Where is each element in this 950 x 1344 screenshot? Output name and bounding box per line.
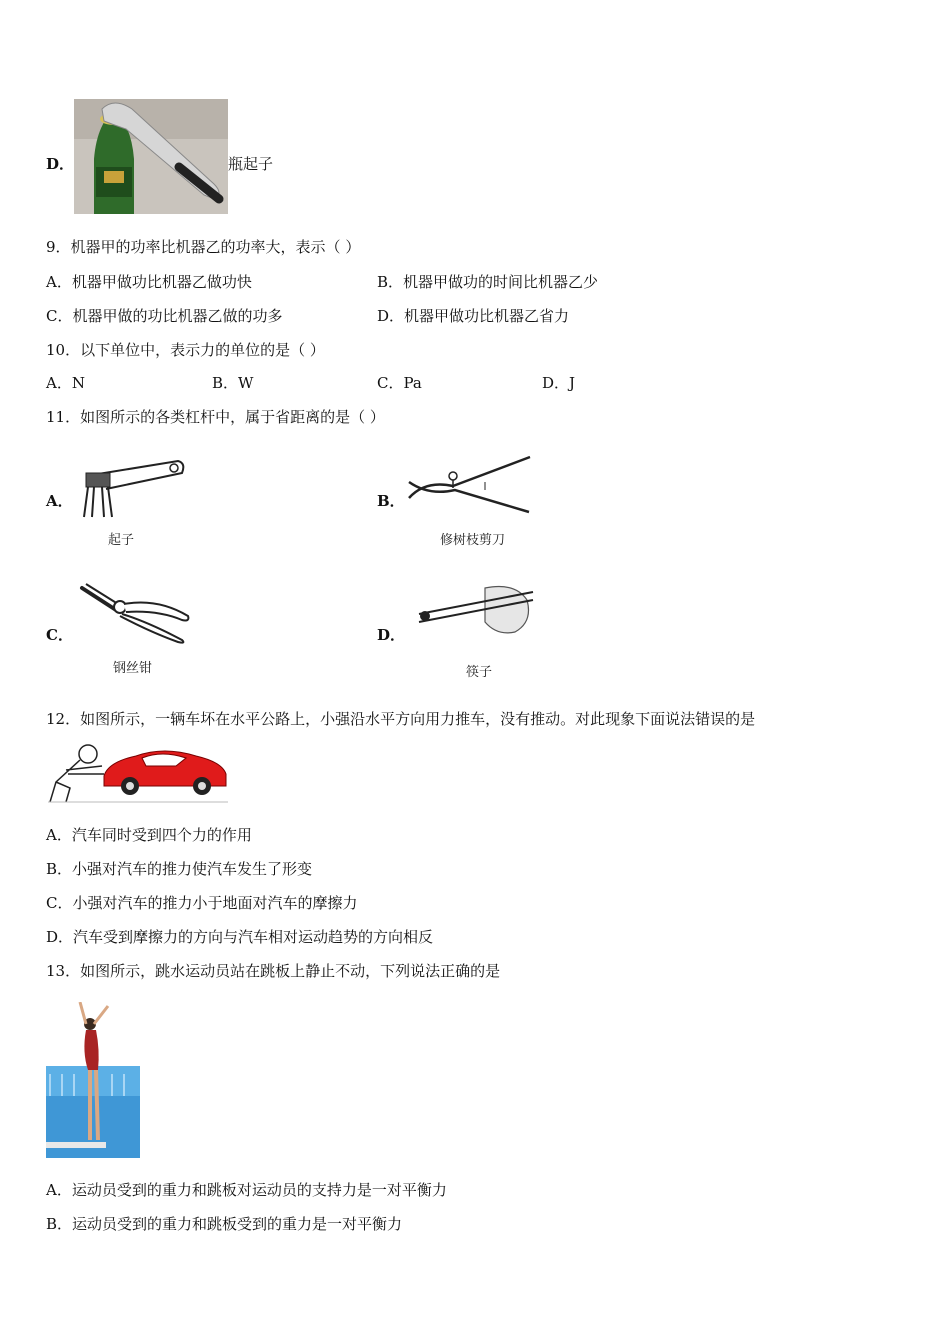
q10-stem: 10．以下单位中，表示力的单位的是（ ） — [46, 341, 325, 359]
q11-option-a-label[interactable]: A． — [46, 492, 73, 510]
q11-caption-b: 修树枝剪刀 — [440, 533, 506, 548]
q11-option-c-label[interactable]: C． — [46, 626, 73, 644]
bottle-opener-image — [74, 99, 228, 214]
q12-option-d[interactable]: D．汽车受到摩擦力的方向与汽车相对运动趋势的方向相反 — [46, 928, 434, 946]
q10-option-c[interactable]: C．Pa — [377, 374, 422, 392]
q13-stem: 13．如图所示，跳水运动员站在跳板上静止不动，下列说法正确的是 — [46, 962, 501, 980]
chopsticks-icon — [415, 582, 540, 637]
diver-image — [46, 1002, 140, 1158]
q12-option-c[interactable]: C．小强对汽车的推力小于地面对汽车的摩擦力 — [46, 894, 358, 912]
q10-option-d[interactable]: D．J — [542, 374, 576, 392]
q13-option-b[interactable]: B．运动员受到的重力和跳板受到的重力是一对平衡力 — [46, 1215, 403, 1233]
boy-pushing-car-image — [46, 740, 230, 806]
q11-caption-a: 起子 — [108, 533, 135, 548]
q9-stem: 9．机器甲的功率比机器乙的功率大，表示（ ） — [46, 238, 361, 256]
q11-option-d-label[interactable]: D． — [377, 626, 406, 644]
pruning-shears-icon — [405, 452, 535, 517]
q12-stem: 12．如图所示，一辆车坏在水平公路上，小强沿水平方向用力推车，没有推动。对此现象下面说法错误的是 — [46, 710, 756, 728]
q10-option-a[interactable]: A．N — [46, 374, 85, 392]
q10-option-b[interactable]: B．W — [212, 374, 254, 392]
q9-option-a[interactable]: A．机器甲做功比机器乙做功快 — [46, 273, 252, 291]
q11-caption-d: 筷子 — [466, 665, 493, 680]
q12-option-b[interactable]: B．小强对汽车的推力使汽车发生了形变 — [46, 860, 313, 878]
pliers-icon — [78, 582, 193, 644]
q12-option-a[interactable]: A．汽车同时受到四个力的作用 — [46, 826, 252, 844]
q13-option-a[interactable]: A．运动员受到的重力和跳板对运动员的支持力是一对平衡力 — [46, 1181, 447, 1199]
q11-stem: 11．如图所示的各类杠杆中，属于省距离的是（ ） — [46, 408, 385, 426]
q11-option-b-label[interactable]: B． — [377, 492, 405, 510]
lever-opener-icon — [78, 455, 188, 520]
q8-option-d-caption: 瓶起子 — [228, 155, 274, 173]
q9-option-d[interactable]: D．机器甲做功比机器乙省力 — [377, 307, 570, 325]
q11-caption-c: 钢丝钳 — [113, 661, 153, 676]
q9-option-c[interactable]: C．机器甲做的功比机器乙做的功多 — [46, 307, 283, 325]
q9-option-b[interactable]: B．机器甲做功的时间比机器乙少 — [377, 273, 599, 291]
q8-option-d-label: D． — [46, 155, 75, 173]
